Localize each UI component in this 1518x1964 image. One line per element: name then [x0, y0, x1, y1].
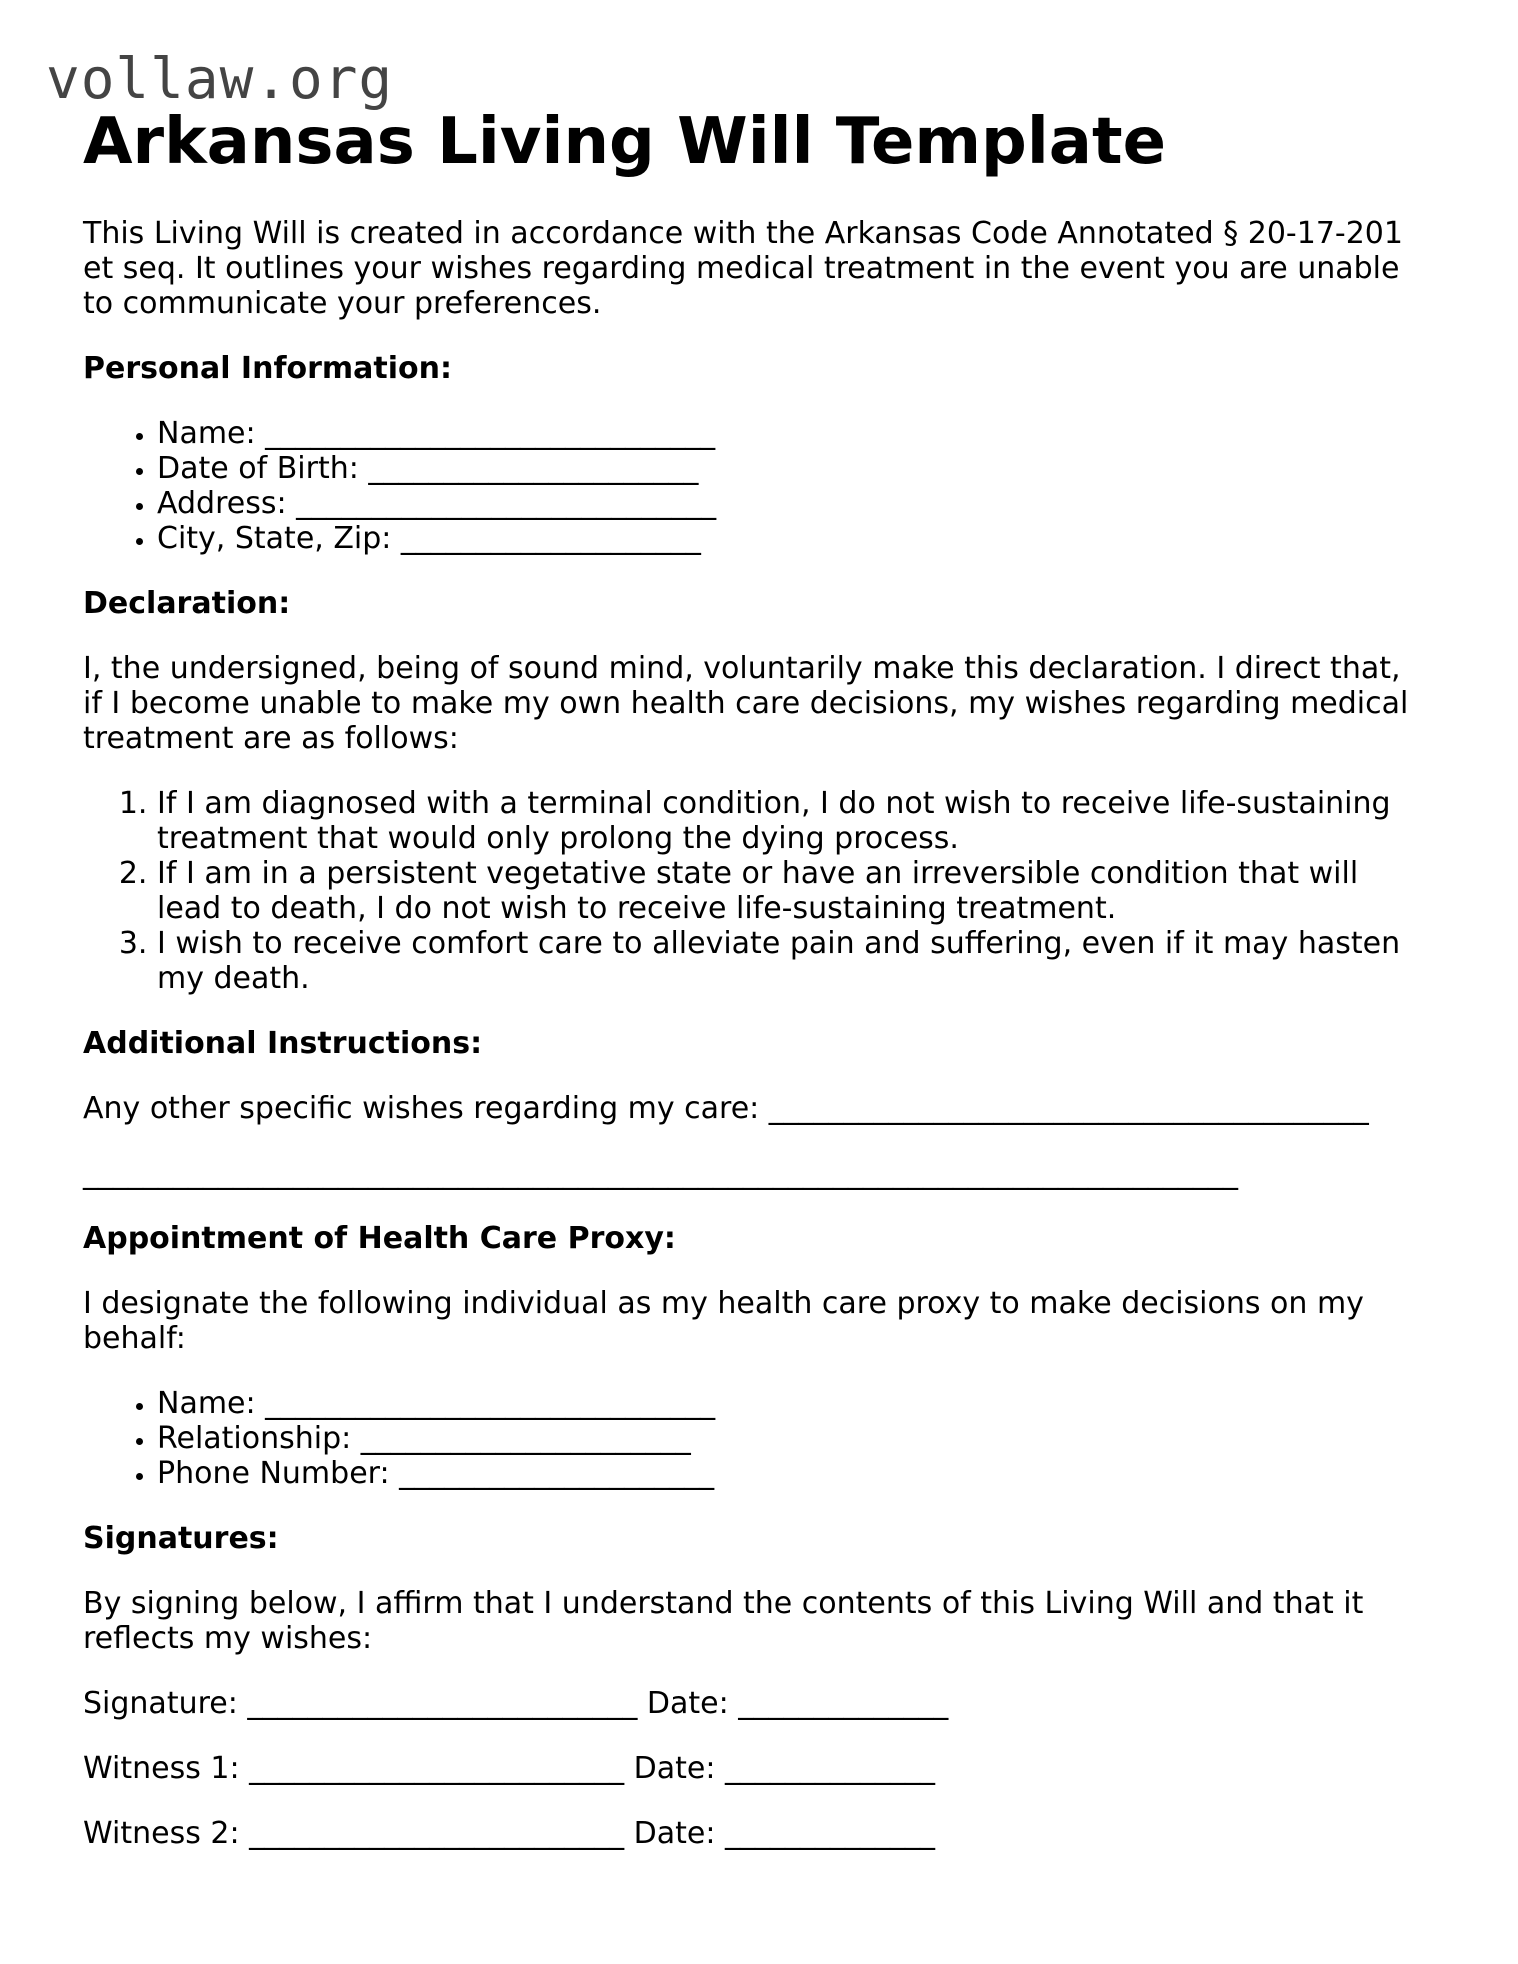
proxy-relationship-field[interactable]: • Relationship: ______________________ [157, 1421, 1423, 1456]
watermark: vollaw.org [46, 47, 394, 112]
signature-row[interactable]: Signature: __________________________ Date: ______________ [83, 1686, 949, 1721]
personal-name-field[interactable]: • Name: ______________________________ [157, 416, 1423, 451]
witness-2-row[interactable]: Witness 2: _________________________ Date: ______________ [83, 1816, 935, 1851]
additional-instructions-field[interactable]: Any other specific wishes regarding my care: ________________________________________ [83, 1091, 1369, 1126]
additional-instructions-heading: Additional Instructions: [83, 1026, 483, 1061]
intro-paragraph: This Living Will is created in accordance with the Arkansas Code Annotated § 20-17-201 et seq. It outlines your wishes regarding medical treatment in the event you are unable to communicate your preferences. [83, 216, 1403, 321]
personal-dob-field[interactable]: • Date of Birth: ______________________ [157, 451, 1423, 486]
declaration-heading: Declaration: [83, 586, 291, 621]
declaration-list [83, 786, 1423, 996]
witness-1-row[interactable]: Witness 1: _________________________ Date: ______________ [83, 1751, 935, 1786]
personal-city-state-zip-field[interactable]: • City, State, Zip: ____________________ [157, 521, 1423, 556]
signatures-paragraph: By signing below, I affirm that I understand the contents of this Living Will and that it reflects my wishes: [83, 1586, 1364, 1656]
proxy-phone-field[interactable]: • Phone Number: _____________________ [157, 1456, 1423, 1491]
personal-address-field[interactable]: • Address: ____________________________ [157, 486, 1423, 521]
declaration-item: 3. I wish to receive comfort care to alleviate pain and suffering, even if it may hasten my death. [157, 926, 1423, 996]
proxy-name-field[interactable]: • Name: ______________________________ [157, 1386, 1423, 1421]
personal-info-list [83, 416, 1423, 556]
document-title: Arkansas Living Will Template [83, 105, 1166, 179]
additional-instructions-blank-line[interactable]: _____________________________________________________________________________ [83, 1156, 1238, 1191]
declaration-item: 2. If I am in a persistent vegetative state or have an irreversible condition that will lead to death, I do not wish to receive life-sustaining treatment. [157, 856, 1423, 926]
proxy-paragraph: I designate the following individual as my health care proxy to make decisions on my behalf: [83, 1286, 1364, 1356]
document-body [83, 216, 1423, 1881]
proxy-list [83, 1386, 1423, 1491]
declaration-item: 1. If I am diagnosed with a terminal condition, I do not wish to receive life-sustaining treatment that would only prolong the dying process. [157, 786, 1423, 856]
proxy-heading: Appointment of Health Care Proxy: [83, 1221, 676, 1256]
signatures-heading: Signatures: [83, 1521, 279, 1556]
declaration-paragraph: I, the undersigned, being of sound mind, voluntarily make this declaration. I direct that, if I become unable to make my own health care decisions, my wishes regarding medical treatment are as follows: [83, 651, 1409, 756]
personal-info-heading: Personal Information: [83, 351, 452, 386]
